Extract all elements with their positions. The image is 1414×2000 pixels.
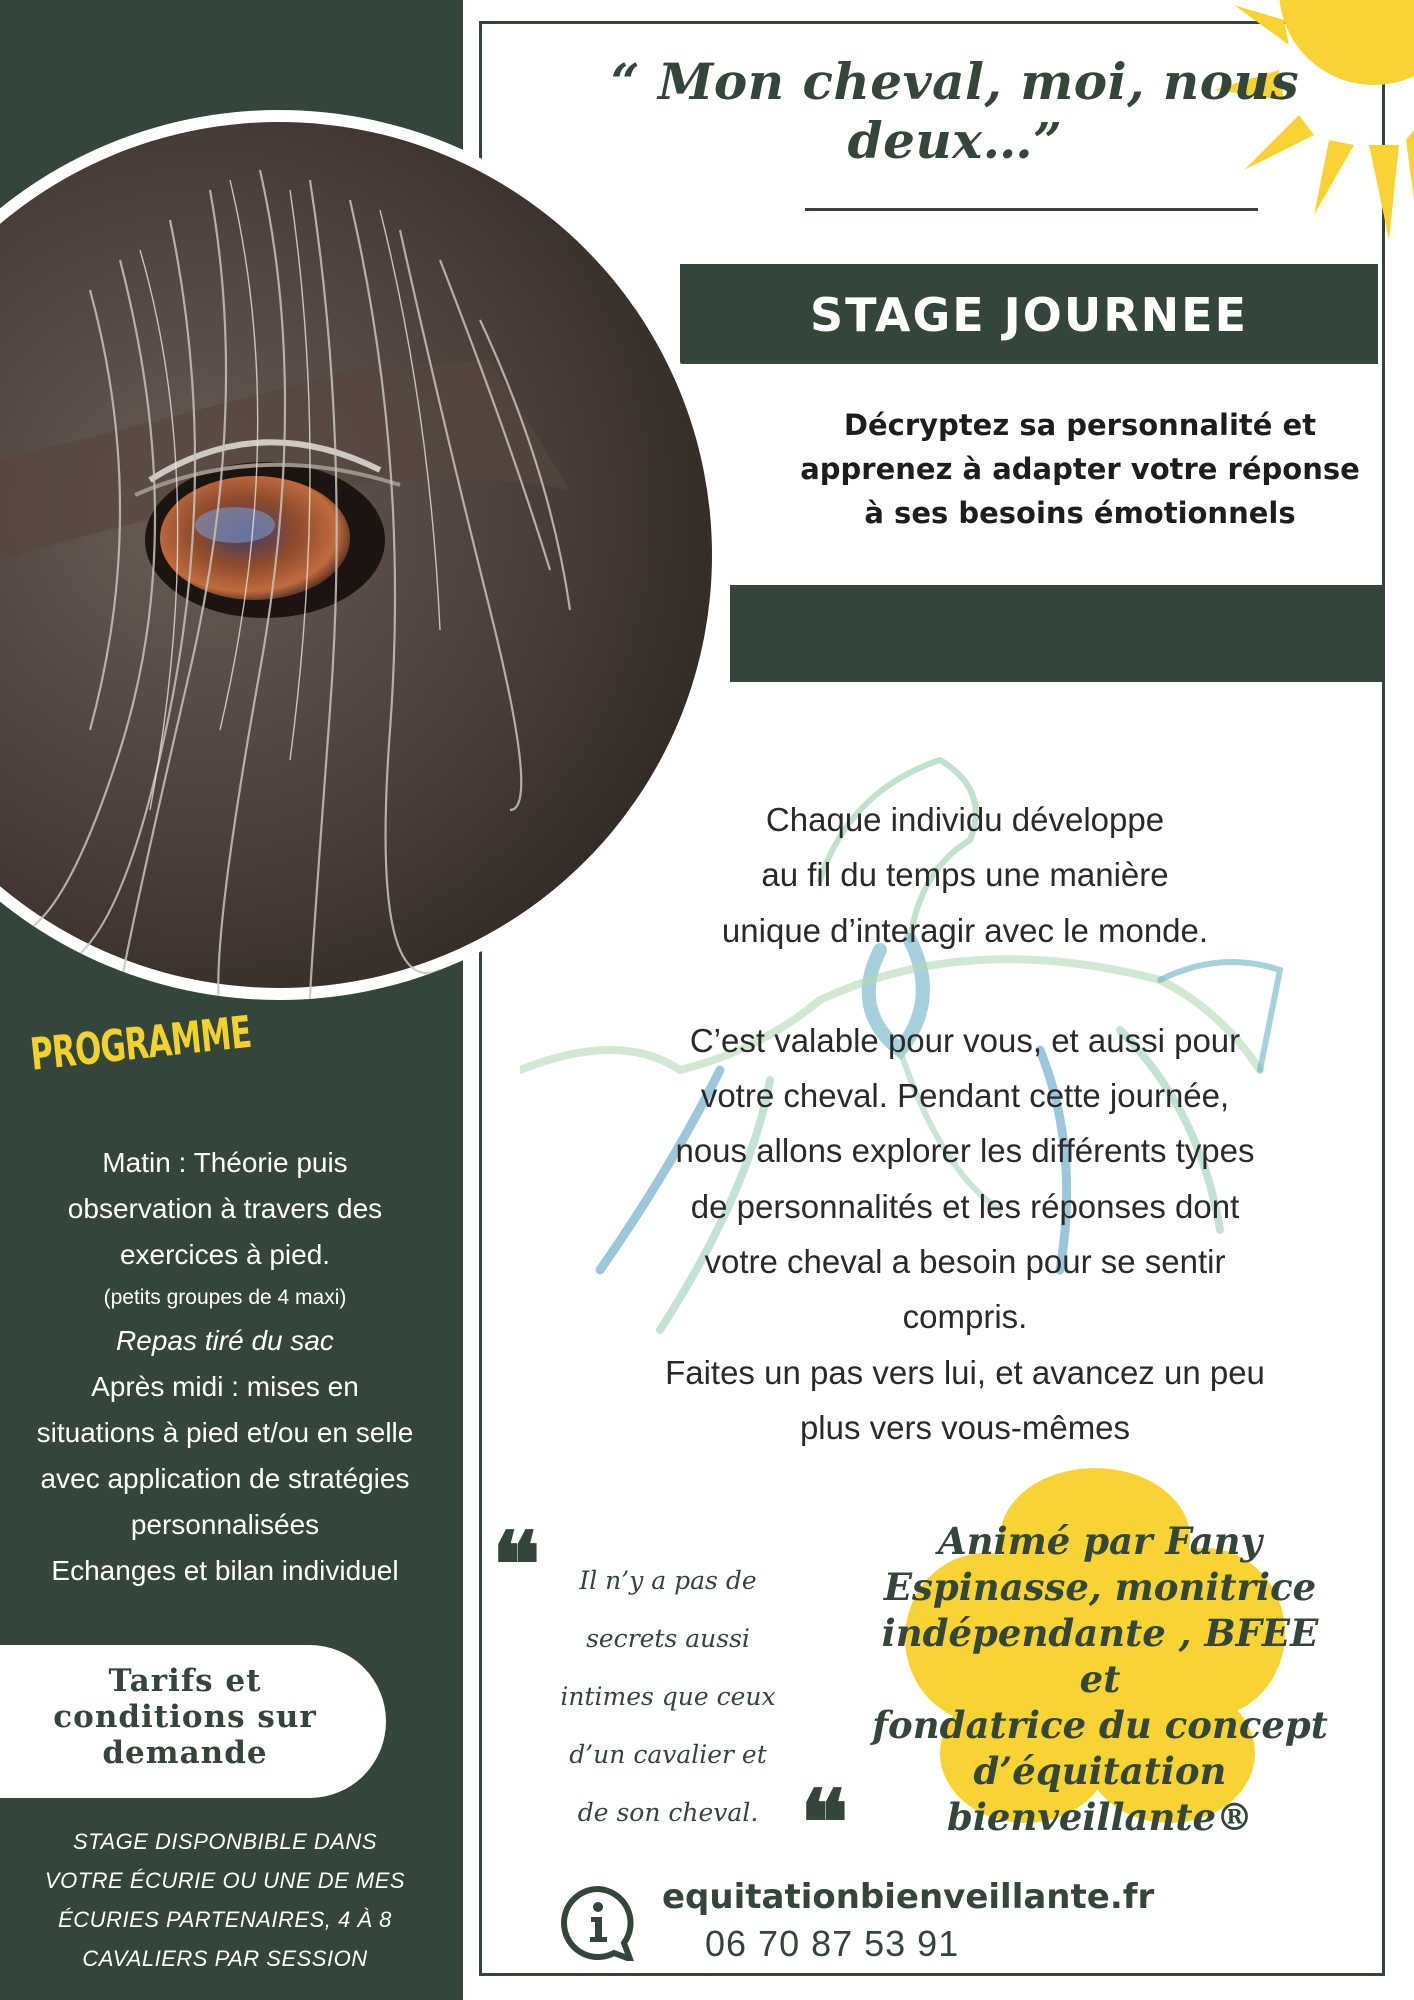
animator-line: fondatrice du concept bbox=[872, 1703, 1328, 1747]
subheading bbox=[790, 403, 1370, 535]
programme-line: observation à travers des bbox=[67, 1193, 383, 1224]
quote-close-icon: ❝ bbox=[800, 1770, 849, 1876]
note-line: CAVALIERS PAR SESSION bbox=[82, 1946, 368, 1971]
testimonial-line: intimes que ceux bbox=[560, 1682, 776, 1711]
body-line: au fil du temps une manière bbox=[761, 856, 1169, 894]
programme-line: avec application de stratégies bbox=[40, 1463, 410, 1494]
body-line: plus vers vous-mêmes bbox=[799, 1408, 1131, 1446]
note-line: VOTRE ÉCURIE OU UNE DE MES bbox=[44, 1868, 406, 1893]
animator-line: indépendante , BFEE et bbox=[881, 1611, 1319, 1701]
body-text bbox=[595, 792, 1335, 1455]
website-link[interactable]: equitationbienveillante.fr bbox=[662, 1877, 1155, 1917]
tarifs-badge bbox=[0, 1645, 386, 1798]
testimonial-line: d’un cavalier et bbox=[569, 1740, 767, 1769]
testimonial-quote bbox=[553, 1552, 783, 1842]
quote-open-icon: ❝ bbox=[492, 1512, 541, 1618]
animator-text bbox=[860, 1518, 1340, 1840]
paragraph-gap bbox=[595, 958, 1335, 1013]
programme-line: personnalisées bbox=[130, 1509, 320, 1540]
body-line: Faites un pas vers lui, et avancez un peu bbox=[665, 1353, 1265, 1391]
programme-line: Après midi : mises en bbox=[91, 1371, 359, 1402]
animator-line: Espinasse, monitrice bbox=[883, 1565, 1317, 1609]
note-line: STAGE DISPONBIBLE DANS bbox=[72, 1829, 377, 1854]
body-line: votre cheval a besoin pour se sentir bbox=[704, 1243, 1226, 1281]
subheading-line: apprenez à adapter votre réponse bbox=[800, 452, 1360, 486]
stage-availability-note bbox=[0, 1822, 450, 1978]
body-line: C’est valable pour vous, et aussi pour bbox=[689, 1021, 1241, 1059]
note-line: ÉCURIES PARTENAIRES, 4 À 8 bbox=[58, 1907, 392, 1932]
body-line: compris. bbox=[902, 1298, 1028, 1336]
animator-line: bienveillante® bbox=[946, 1795, 1254, 1839]
programme-line: (petits groupes de 4 maxi) bbox=[103, 1286, 347, 1309]
quote-title: “ Mon cheval, moi, nous deux…” bbox=[610, 52, 1300, 170]
animator-line: d’équitation bbox=[973, 1749, 1227, 1793]
animator-line: Animé par Fany bbox=[937, 1519, 1263, 1563]
programme-line: Matin : Théorie puis bbox=[102, 1147, 348, 1178]
subheading-line: Décryptez sa personnalité et bbox=[843, 408, 1317, 442]
programme-line: Echanges et bilan individuel bbox=[51, 1555, 399, 1586]
testimonial-line: secrets aussi bbox=[586, 1624, 750, 1653]
programme-line: Repas tiré du sac bbox=[116, 1325, 334, 1356]
tarifs-line: conditions sur bbox=[53, 1699, 317, 1735]
body-line: nous allons explorer les différents types bbox=[675, 1132, 1255, 1170]
body-line: Chaque individu développe bbox=[765, 801, 1165, 838]
programme-line: exercices à pied. bbox=[119, 1239, 331, 1270]
programme-line: situations à pied et/ou en selle bbox=[36, 1417, 414, 1448]
subheading-line: à ses besoins émotionnels bbox=[864, 496, 1296, 530]
testimonial-line: Il n’y a pas de bbox=[579, 1566, 757, 1595]
body-line: unique d’interagir avec le monde. bbox=[721, 911, 1209, 949]
stage-title-band bbox=[680, 264, 1378, 364]
info-icon bbox=[560, 1885, 636, 1961]
phone-number[interactable]: 06 70 87 53 91 bbox=[705, 1923, 960, 1964]
programme-list bbox=[0, 1140, 450, 1594]
body-line: votre cheval. Pendant cette journée, bbox=[700, 1077, 1230, 1115]
green-band bbox=[730, 585, 1382, 682]
tarifs-line: Tarifs et bbox=[108, 1663, 262, 1699]
title-divider bbox=[805, 208, 1258, 211]
testimonial-line: de son cheval. bbox=[577, 1798, 759, 1827]
body-line: de personnalités et les réponses dont bbox=[690, 1187, 1240, 1225]
stage-title: STAGE JOURNEE bbox=[809, 288, 1249, 342]
tarifs-text bbox=[20, 1663, 350, 1771]
tarifs-line: demande bbox=[102, 1735, 268, 1771]
programme-title: PROGRAMME bbox=[28, 1006, 254, 1081]
